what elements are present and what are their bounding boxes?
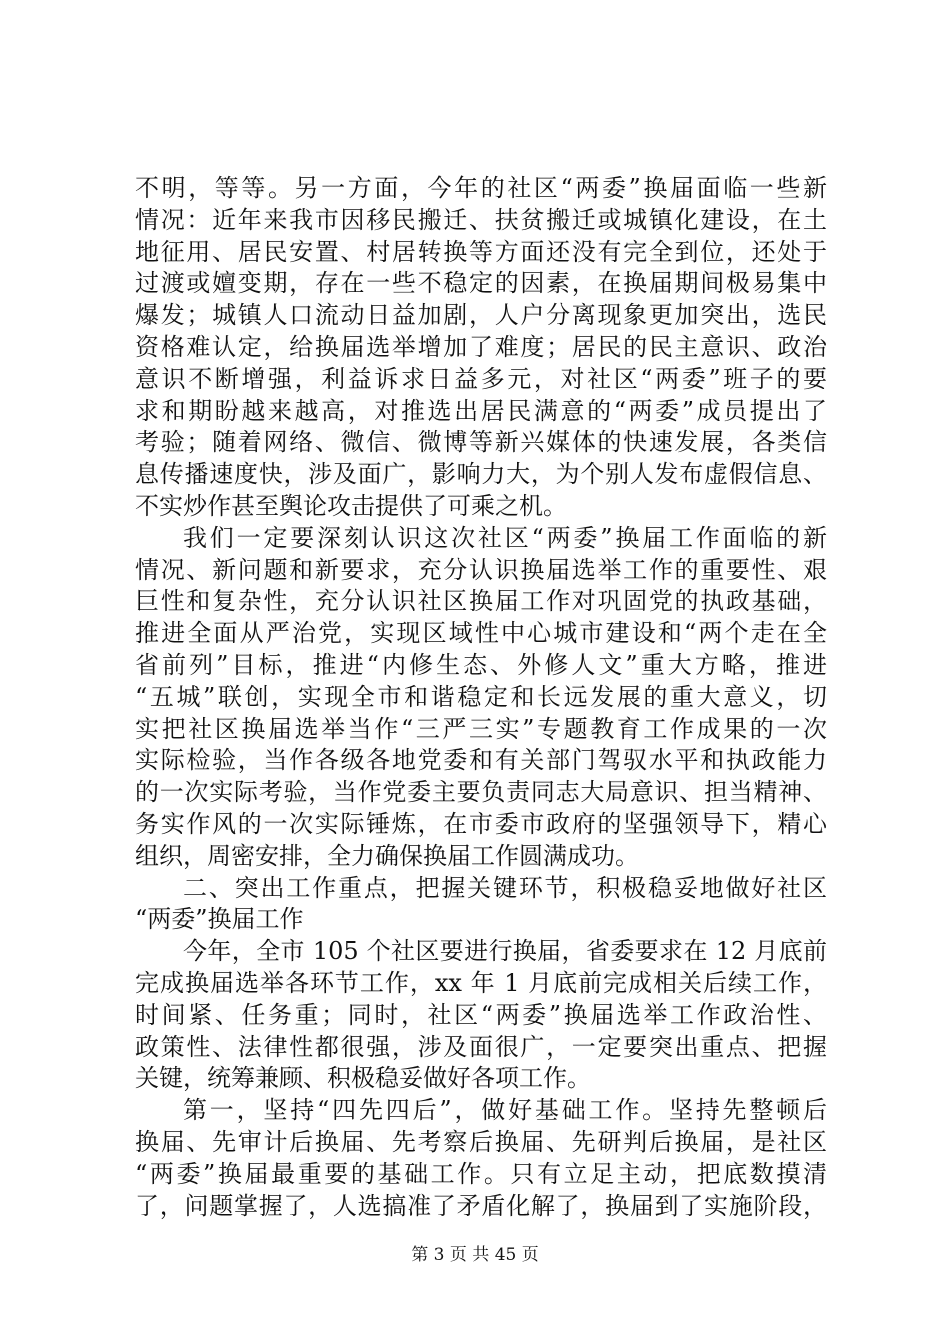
text-line: 推进全面从严治党，实现区域性中心城市建设和“两个走在全 <box>135 619 827 648</box>
text-line: 务实作风的一次实际锤炼，在市委市政府的坚强领导下，精心 <box>135 809 827 838</box>
section-heading-two <box>135 873 827 937</box>
document-body <box>135 173 827 1222</box>
text-line: 二、突出工作重点，把握关键环节，积极稳妥地做好社区 <box>183 873 827 902</box>
text-line: 我们一定要深刻认识这次社区“两委”换届工作面临的新 <box>183 523 827 552</box>
text-line: 实把社区换届选举当作“三严三实”专题教育工作成果的一次 <box>135 714 827 743</box>
text-line: 第一，坚持“四先四后”，做好基础工作。坚持先整顿后 <box>183 1096 827 1125</box>
text-line: 爆发；城镇人口流动日益加剧，人户分离现象更加突出，选民 <box>135 301 827 330</box>
text-line: 息传播速度快，涉及面广，影响力大，为个别人发布虚假信息、 <box>135 460 827 489</box>
text-line: 换届、先审计后换届、先考察后换届、先研判后换届，是社区 <box>135 1127 827 1156</box>
text-line: 巨性和复杂性，充分认识社区换届工作对巩固党的执政基础， <box>135 587 827 616</box>
text-line: 地征用、居民安置、村居转换等方面还没有完全到位，还处于 <box>135 237 827 266</box>
text-line: 省前列”目标，推进“内修生态、外修人文”重大方略，推进 <box>135 650 827 679</box>
text-line: 组织，周密安排，全力确保换届工作圆满成功。 <box>135 841 639 870</box>
text-line: 实际检验，当作各级各地党委和有关部门驾驭水平和执政能力 <box>135 746 827 775</box>
text-line: 了，问题掌握了，人选搞准了矛盾化解了，换届到了实施阶段， <box>135 1191 827 1220</box>
text-line: 关键，统筹兼顾、积极稳妥做好各项工作。 <box>135 1064 591 1093</box>
text-line: 情况、新问题和新要求，充分认识换届选举工作的重要性、艰 <box>135 555 827 584</box>
text-line: “两委”换届工作 <box>135 905 304 934</box>
paragraph-this-year <box>135 936 827 1095</box>
text-line: 求和期盼越来越高，对推选出居民满意的“两委”成员提出了 <box>135 396 827 425</box>
text-line: 时间紧、任务重；同时，社区“两委”换届选举工作政治性、 <box>135 1000 827 1029</box>
text-line: 不实炒作甚至舆论攻击提供了可乘之机。 <box>135 491 567 520</box>
text-line: 完成换届选举各环节工作，xx 年 1 月底前完成相关后续工作， <box>135 968 827 997</box>
text-line: “两委”换届最重要的基础工作。只有立足主动，把底数摸清 <box>135 1159 827 1188</box>
text-line: 情况：近年来我市因移民搬迁、扶贫搬迁或城镇化建设，在土 <box>135 205 827 234</box>
text-line: 过渡或嬗变期，存在一些不稳定的因素，在换届期间极易集中 <box>135 269 827 298</box>
text-line: 不明，等等。另一方面，今年的社区“两委”换届面临一些新 <box>135 174 827 202</box>
text-line: 政策性、法律性都很强，涉及面很广，一定要突出重点、把握 <box>135 1032 827 1061</box>
text-line: “五城”联创，实现全市和谐稳定和长远发展的重大意义，切 <box>135 682 827 711</box>
page-footer: 第 3 页 共 45 页 <box>411 1245 539 1265</box>
text-line: 考验；随着网络、微信、微博等新兴媒体的快速发展，各类信 <box>135 428 827 457</box>
text-line: 意识不断增强，利益诉求日益多元，对社区“两委”班子的要 <box>135 364 827 393</box>
paragraph-understanding <box>135 523 827 873</box>
text-line: 今年，全市 105 个社区要进行换届，省委要求在 12 月底前 <box>183 937 827 966</box>
text-line: 的一次实际考验，当作党委主要负责同志大局意识、担当精神、 <box>135 778 827 807</box>
text-line: 资格难认定，给换届选举增加了难度；居民的民主意识、政治 <box>135 332 827 361</box>
paragraph-first-point <box>135 1095 827 1222</box>
paragraph-situation <box>135 173 827 523</box>
